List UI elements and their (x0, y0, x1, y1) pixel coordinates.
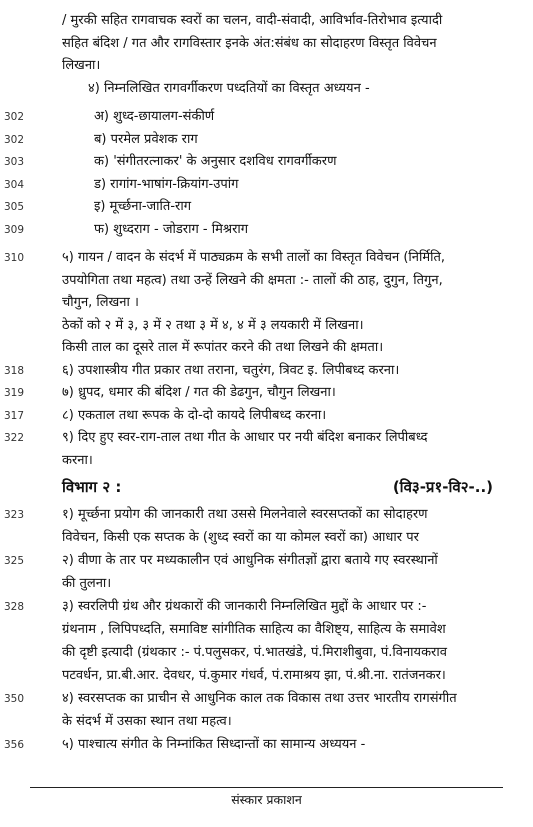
section-heading-code: (वि३-प्र१-वि२-..) (392, 478, 493, 496)
page-reference-number: 302 (4, 133, 25, 146)
text-line (0, 527, 533, 549)
line-text: ९) दिए हुए स्वर-राग-ताल तथा गीत के आधार पर नयी बंदिश बनाकर लिपीबध्द (62, 430, 428, 445)
text-line (0, 247, 533, 269)
line-text: ड) रागांग-भाषांग-क्रियांग-उपांग (94, 176, 239, 192)
line-text: ७) ध्रुपद, धमार की बंदिश / गत की डेढगुन, चौगुन लिखना। (62, 385, 336, 400)
line-text: ३) स्वरलिपी ग्रंथ और ग्रंथकारों की जानकारी निम्नलिखित मुद्दों के आधार पर :- (62, 599, 427, 614)
line-text: उपयोगिता तथा महत्व) तथा उन्हें लिखने की क्षमता :- तालों की ठाह, दुगुन, तिगुन, (62, 272, 443, 288)
text-line (0, 688, 533, 710)
text-line (0, 596, 533, 618)
line-text: / मुरकी सहित रागवाचक स्वरों का चलन, वादी-संवादी, आविर्भाव-तिरोभाव इत्यादी (62, 13, 443, 28)
text-line (0, 405, 533, 427)
line-text: सहित बंदिश / गत और रागविस्तार इनके अंत:संबंध का सोदाहरण विस्तृत विवेचन (62, 35, 437, 51)
text-line (0, 106, 533, 128)
page-reference-number: 322 (4, 432, 25, 444)
text-line (0, 360, 533, 382)
text-line (0, 711, 533, 733)
text-line (0, 337, 533, 359)
page-reference-number: 356 (4, 739, 25, 751)
text-line (0, 382, 533, 404)
text-line (0, 504, 533, 526)
line-text: १) मूर्च्छना प्रयोग की जानकारी तथा उससे मिलनेवाले स्वरसप्तकों का सोदाहरण (62, 507, 428, 522)
line-text: किसी ताल का दूसरे ताल में रूपांतर करने की तथा लिखने की क्षमता। (62, 340, 384, 355)
line-text: लिखना। (62, 58, 101, 73)
page-reference-number: 310 (4, 252, 25, 264)
line-text: ग्रंथनाम , लिपिपध्दति, समाविष्ट सांगीतिक साहित्य का वैशिष्ट्य, साहित्य के समावेश (62, 622, 446, 637)
line-text: २) वीणा के तार पर मध्यकालीन एवं आधुनिक संगीतज्ञों द्वारा बताये गए स्वरस्थानों (62, 553, 438, 568)
line-text: ४) स्वरसप्तक का प्राचीन से आधुनिक काल तक विकास तथा उत्तर भारतीय रागसंगीत (62, 691, 457, 706)
line-text: ४) निम्नलिखित रागवर्गीकरण पध्दतियों का विस्तृत अध्ययन - (88, 80, 370, 96)
footer-divider (30, 787, 503, 788)
text-line (0, 270, 533, 292)
line-text: ठेकों को २ में ३, ३ में २ तथा ३ में ४, ४ में ३ लयकारी में लिखना। (62, 317, 364, 333)
line-text: करना। (62, 452, 93, 468)
text-line (0, 427, 533, 449)
text-line (0, 619, 533, 641)
page-reference-number: 303 (4, 156, 25, 168)
text-line (0, 55, 533, 77)
line-text: इ) मूर्च्छना-जाति-राग (94, 199, 192, 214)
page-reference-number: 304 (4, 178, 25, 191)
section-heading (62, 474, 493, 500)
line-text: अ) शुध्द-छायालग-संकीर्ण (94, 109, 215, 124)
footer-publisher: संस्कार प्रकाशन (231, 792, 302, 807)
text-line (0, 665, 533, 687)
text-line (0, 573, 533, 595)
line-text: ५) गायन / वादन के संदर्भ में पाठ्यक्रम के सभी तालों का विस्तृत विवेचन (निर्मिति, (62, 250, 446, 265)
page-reference-number: 305 (4, 201, 25, 213)
text-line (0, 78, 533, 100)
line-text: के संदर्भ में उसका स्थान तथा महत्व। (62, 714, 232, 729)
page-reference-number: 328 (4, 601, 25, 613)
page-reference-number: 350 (4, 693, 25, 705)
text-line (0, 129, 533, 151)
line-text: चौगुन, लिखना । (62, 295, 139, 310)
line-text: ब) परमेल प्रवेशक राग (94, 131, 198, 147)
line-text: ८) एकताल तथा रूपक के दो-दो कायदे लिपीबध्द करना। (62, 407, 327, 423)
text-line (0, 219, 533, 241)
section-heading-title: विभाग २ : (62, 478, 122, 496)
line-text: क) 'संगीतरत्नाकर' के अनुसार दशविध रागवर्गीकरण (94, 154, 337, 169)
text-line (0, 10, 533, 32)
page-reference-number: 319 (4, 387, 25, 399)
line-text: पटवर्धन, प्रा.बी.आर. देवधर, पं.कुमार गंधर्व, पं.रामाश्रय झा, पं.श्री.ना. रातंजनकर। (62, 668, 446, 683)
text-line (0, 550, 533, 572)
page-reference-number: 325 (4, 555, 25, 567)
text-line (0, 450, 533, 472)
text-line (0, 734, 533, 756)
line-text: की तुलना। (62, 576, 112, 591)
page-reference-number: 302 (4, 111, 25, 123)
text-line (0, 151, 533, 173)
text-line (0, 642, 533, 664)
line-text: की दृष्टी इत्यादी (ग्रंथकार :- पं.पलुसकर, पं.भातखंडे, पं.मिराशीबुवा, पं.विनायकराव (62, 645, 447, 660)
text-line (0, 292, 533, 314)
text-line (0, 315, 533, 337)
page-reference-number: 317 (4, 409, 25, 422)
text-line (0, 33, 533, 55)
line-text: फ) शुध्दराग - जोडराग - मिश्रराग (94, 221, 249, 237)
line-text: विवेचन, किसी एक सप्तक के (शुध्द स्वरों का या कोमल स्वरों का) आधार पर (62, 530, 419, 545)
line-text: ५) पाश्चात्य संगीत के निम्नांकित सिध्दान्तों का सामान्य अध्ययन - (62, 737, 366, 752)
line-text: ६) उपशास्त्रीय गीत प्रकार तथा तराना, चतुरंग, त्रिवट इ. लिपीबध्द करना। (62, 362, 400, 378)
page-reference-number: 309 (4, 223, 25, 236)
text-line (0, 196, 533, 218)
text-line (0, 174, 533, 196)
page-reference-number: 318 (4, 364, 25, 377)
page-reference-number: 323 (4, 509, 25, 521)
